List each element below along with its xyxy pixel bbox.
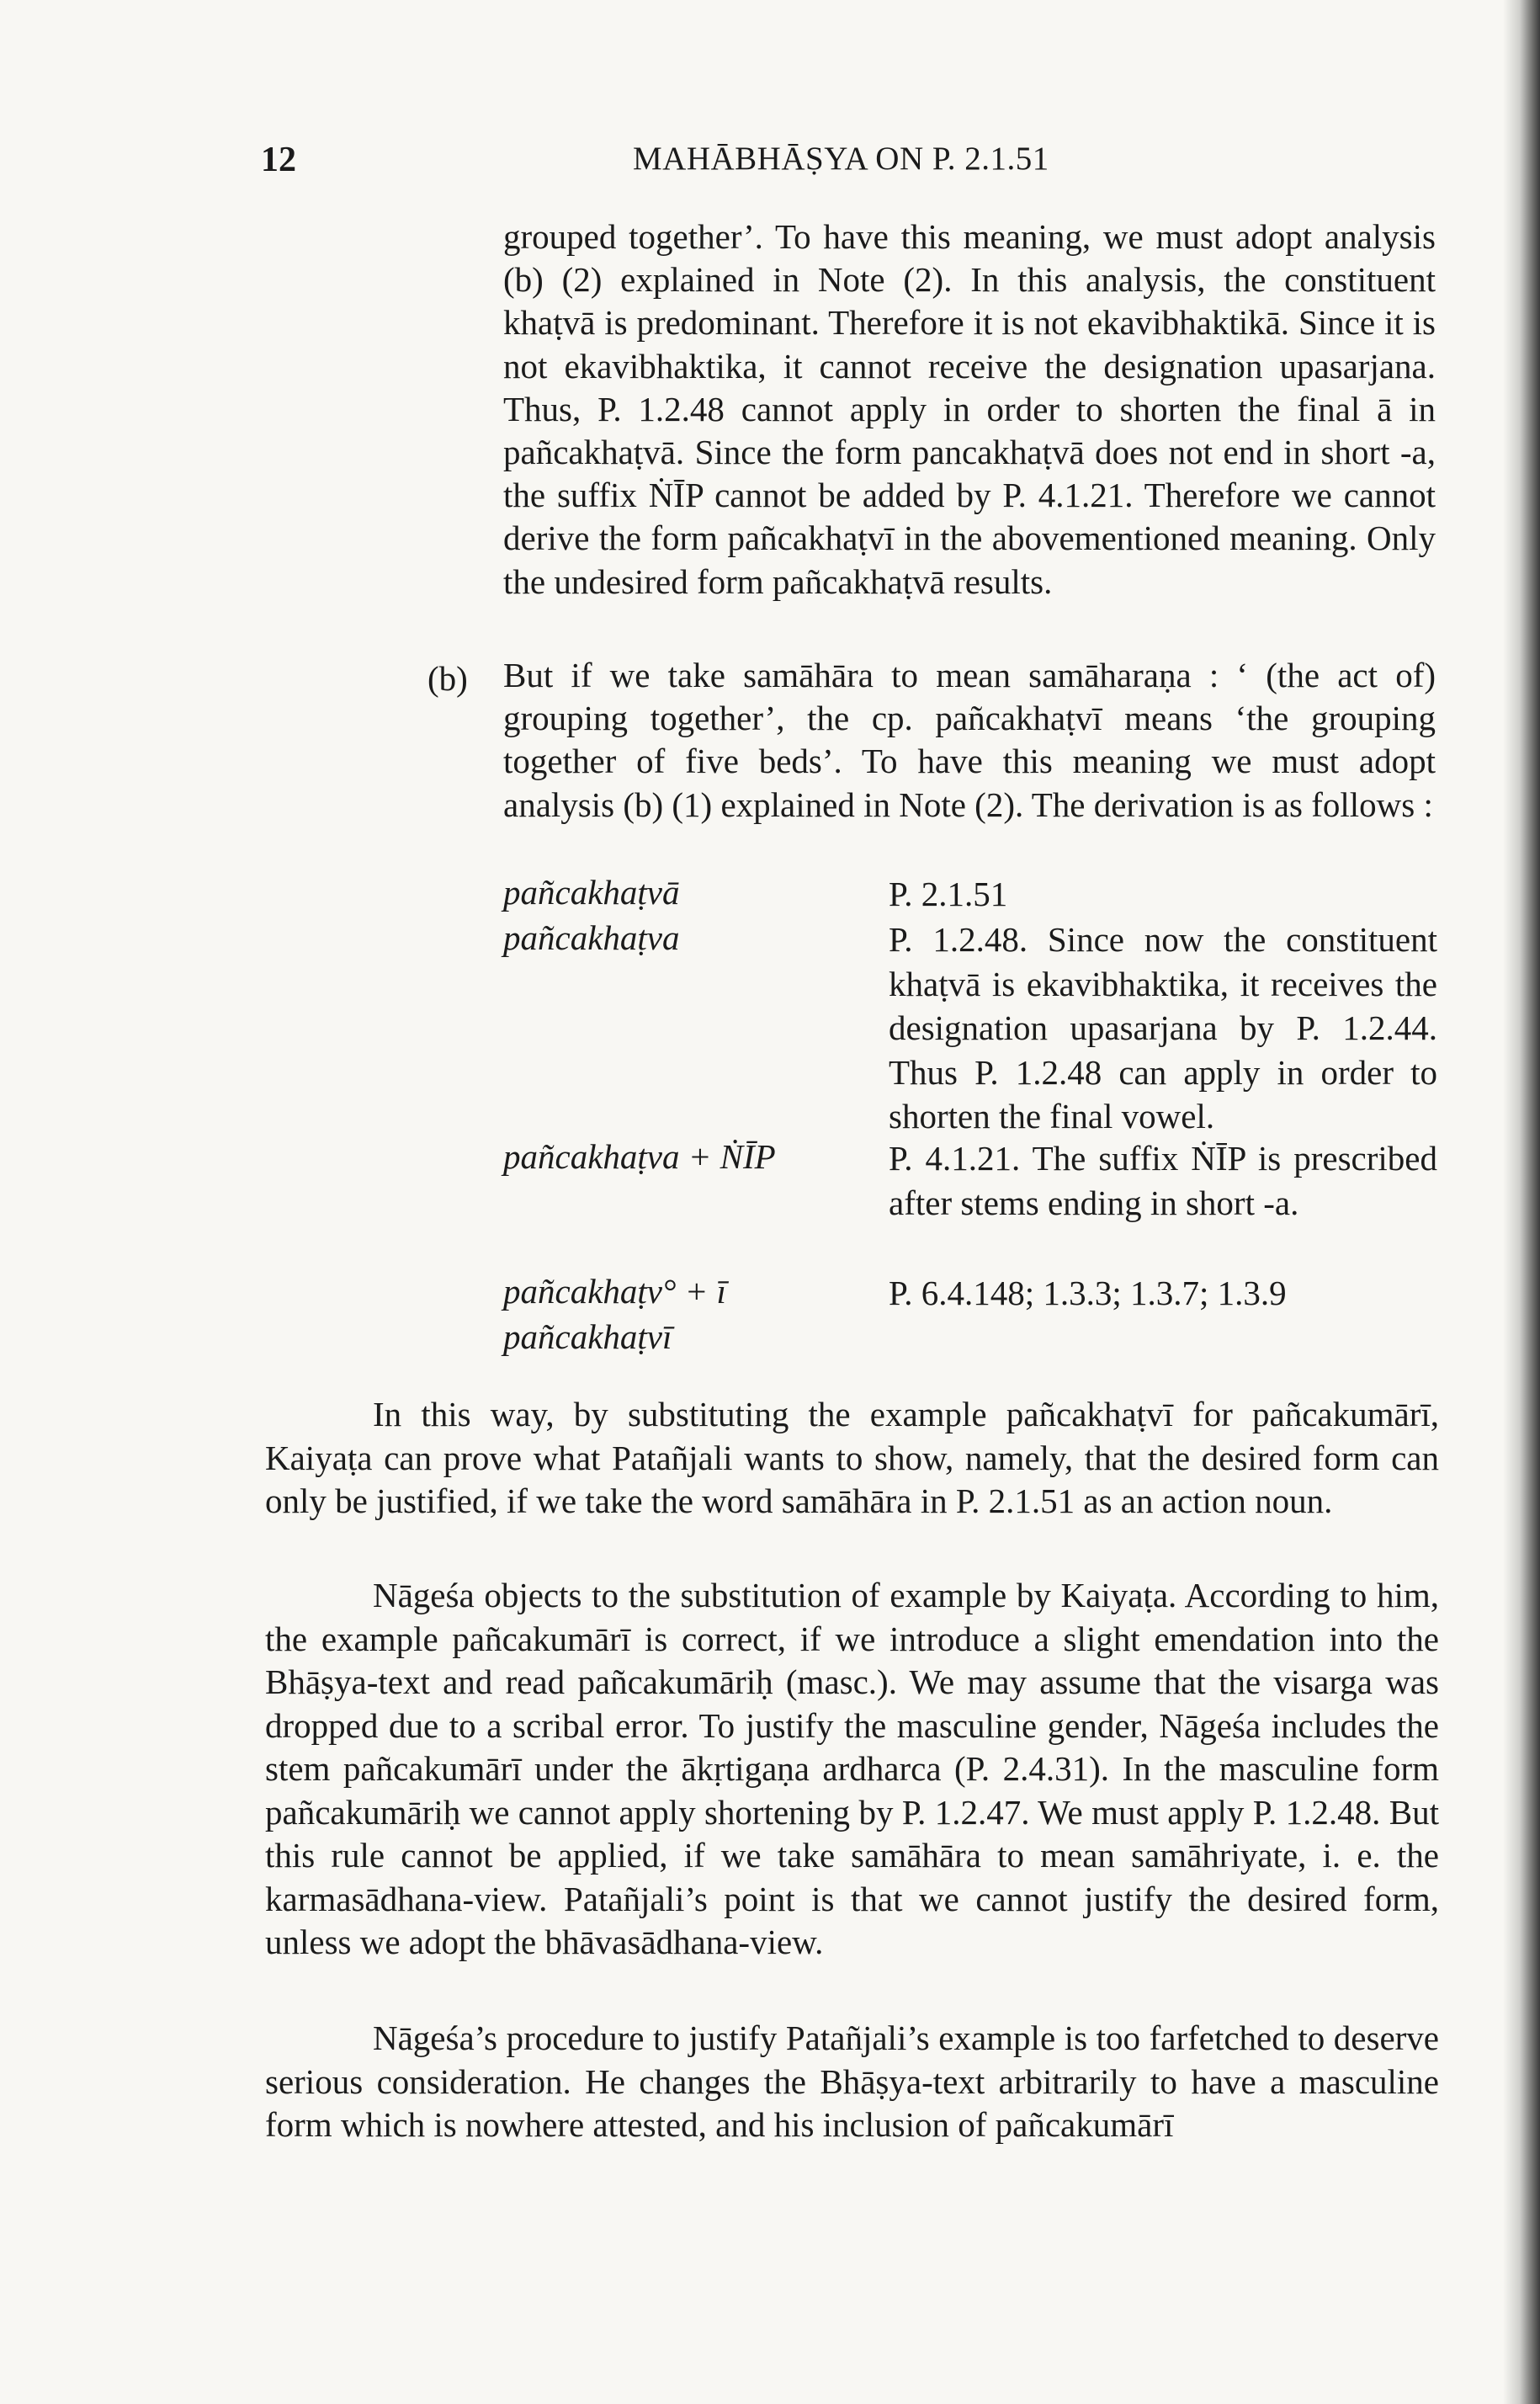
derivation-rule: P. 1.2.48. Since now the constituent khaṭvā is ekavibhaktika, it receives the designation upasarjana by P. 1.2.44. Thus P. 1.2.48 can apply in order to shorten the final vowel. <box>889 920 1437 1136</box>
page-edge-shadow <box>1503 0 1540 2404</box>
derivation-rule: P. 6.4.148; 1.3.3; 1.3.7; 1.3.9 <box>889 1274 1287 1312</box>
paragraph-b-text: But if we take samāhāra to mean samāharaṇa : ‘ (the act of) grouping together’, the cp. pañcakhaṭvī means ‘the grouping together of five beds’. To have this meaning we must adopt analysis (b) (1) explained in Note (2). The derivation is as follows : <box>503 656 1436 824</box>
paragraph-b-label: (b) <box>427 659 468 698</box>
paragraph-nagesa: Nāgeśa objects to the substitution of example by Kaiyaṭa. According to him, the example pañcakumārī is correct, if we introduce a slight emendation into the Bhāṣya-text and read pañcakumāriḥ (masc.). We may assume that the visarga was dropped due to a scribal error. To justify the masculine gender, Nāgeśa includes the stem pañcakumārī under the ākṛtigaṇa ardharca (P. 2.4.31). In the masculine form pañcakumāriḥ we cannot apply shortening by P. 1.2.47. We must apply P. 1.2.48. But this rule cannot be applied, if we take samāhāra to mean samāhriyate, i. e. the karmasādhana-view. Patañjali’s point is that we cannot justify the desired form, unless we adopt the bhāvasādhana-view. <box>265 1576 1439 1961</box>
derivation-rule: P. 4.1.21. The suffix ṄĪP is prescribed after stems ending in short -a. <box>889 1139 1437 1222</box>
derivation-form: pañcakhaṭvā <box>503 873 680 912</box>
derivation-form: pañcakhaṭva + ṄĪP <box>503 1137 776 1176</box>
paragraph-nagesa-procedure: Nāgeśa’s procedure to justify Patañjali’s example is too farfetched to deserve serious consideration. He changes the Bhāṣya-text arbitrarily to have a masculine form which is nowhere attested, and his inclusion of pañcakumārī <box>265 2018 1439 2144</box>
page-number: 12 <box>261 141 296 179</box>
paragraph-kaiyata: In this way, by substituting the example pañcakhaṭvī for pañcakumārī, Kaiyaṭa can prove what Patañjali wants to show, namely, that the desired form can only be justified, if we take the word samāhāra in P. 2.1.51 as an action noun. <box>265 1395 1439 1520</box>
derivation-form: pañcakhaṭv° + ī <box>503 1272 726 1311</box>
paragraph-a-continuation <box>503 215 1436 604</box>
paragraph-a-text: grouped together’. To have this meaning, we must adopt analysis (b) (2) explained in Note (2). In this analysis, the constituent khaṭvā is predominant. Therefore it is not ekavibhaktikā. Since it is not ekavibhaktika, it cannot receive the designation upasarjana. Thus, P. 1.2.48 cannot apply in order to shorten the final ā in pañcakhaṭvā. Since the form pancakhaṭvā does not end in short -a, the suffix ṄĪP cannot be added by P. 4.1.21. Therefore we cannot derive the form pañcakhaṭvī in the abovementioned meaning. Only the undesired form pañcakhaṭvā results. <box>503 217 1436 601</box>
running-title: MAHĀBHĀṢYA ON P. 2.1.51 <box>633 141 1049 177</box>
paragraph-b <box>503 654 1436 827</box>
page-header <box>261 140 1439 190</box>
derivation-form: pañcakhaṭvī <box>503 1317 672 1356</box>
derivation-form: pañcakhaṭva <box>503 918 680 957</box>
derivation-rule: P. 2.1.51 <box>889 875 1008 913</box>
